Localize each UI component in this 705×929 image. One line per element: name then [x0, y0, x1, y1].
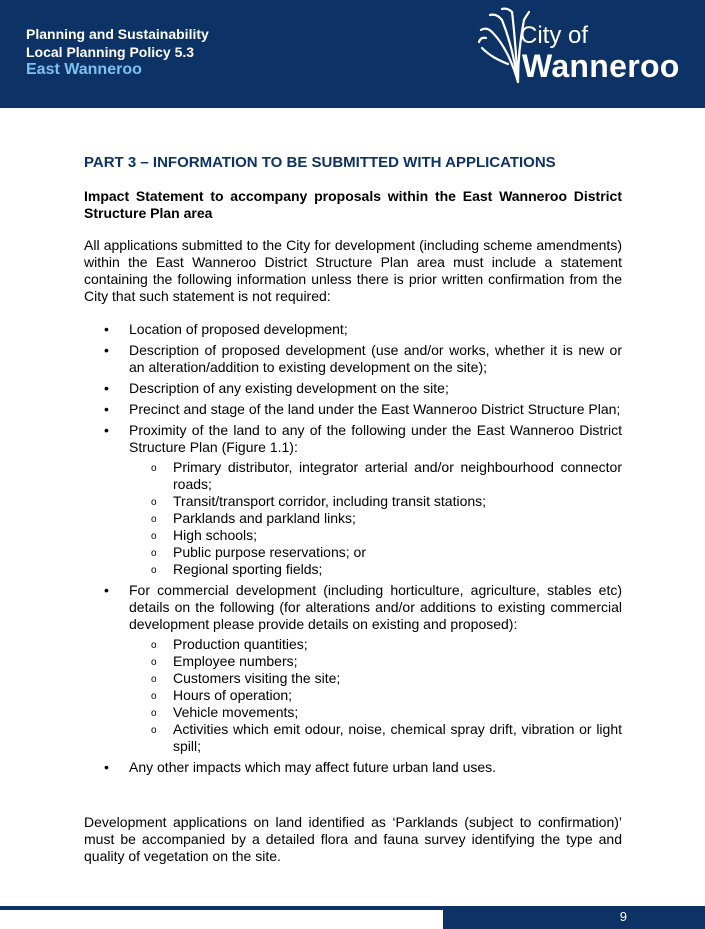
sub-list-item-text: Regional sporting fields;	[173, 561, 323, 577]
bullet-icon: •	[104, 582, 109, 598]
sub-list-item-text: Employee numbers;	[173, 653, 298, 669]
sub-list-item	[129, 510, 622, 527]
sub-list-item	[129, 544, 622, 561]
intro-paragraph: All applications submitted to the City for development (including scheme amendments) within the East Wanneroo District Structure Plan area must include a statement containing the following information unless there is prior written confirmation from the City that such statement is not required:	[84, 237, 622, 304]
sub-list-item	[129, 459, 622, 493]
sub-bullet-icon: o	[151, 674, 157, 685]
policy-subtitle: East Wanneroo	[26, 61, 142, 78]
sub-bullet-icon: o	[151, 548, 157, 559]
list-item-text: For commercial development (including horticulture, agriculture, stables etc) details on the following (for alterations and/or additions to existing commercial development please provide details on existing and proposed):	[129, 582, 622, 632]
sub-bullet-icon: o	[151, 691, 157, 702]
sub-list-item	[129, 687, 622, 704]
sub-list-item	[129, 636, 622, 653]
bullet-icon: •	[104, 342, 109, 358]
list-item-text: Precinct and stage of the land under the East Wanneroo District Structure Plan;	[129, 401, 621, 417]
list-item-text: Proximity of the land to any of the following under the East Wanneroo District Structure Plan (Figure 1.1):	[129, 422, 622, 455]
closing-paragraph: Development applications on land identified as ‘Parklands (subject to confirmation)’ must be accompanied by a detailed flora and fauna survey identifying the type and quality of vegetation on the site.	[84, 814, 622, 864]
department-title: Planning and Sustainability	[26, 26, 209, 42]
sub-bullet-icon: o	[151, 708, 157, 719]
sub-bullet-icon: o	[151, 565, 157, 576]
sub-list-item	[129, 493, 622, 510]
sub-list-item-text: Public purpose reservations; or	[173, 544, 366, 560]
list-item	[84, 342, 622, 376]
list-item	[84, 401, 622, 418]
sub-list-item	[129, 704, 622, 721]
list-item-text: Description of proposed development (use and/or works, whether it is new or an alteration/addition to existing development on the site);	[129, 342, 622, 375]
logo-city-text: City of	[520, 22, 589, 49]
sub-list-item	[129, 670, 622, 687]
page-header	[0, 0, 705, 108]
sub-list-item-text: Primary distributor, integrator arterial and/or neighbourhood connector roads;	[173, 459, 622, 492]
list-item	[84, 759, 622, 776]
sub-bullet-icon: o	[151, 497, 157, 508]
sub-list-item	[129, 721, 622, 755]
sub-list-item	[129, 653, 622, 670]
bullet-icon: •	[104, 759, 109, 775]
sub-list-item-text: Customers visiting the site;	[173, 670, 341, 686]
bullet-icon: •	[104, 422, 109, 438]
bullet-icon: •	[104, 380, 109, 396]
list-item	[84, 582, 622, 755]
section-title: PART 3 – INFORMATION TO BE SUBMITTED WITH APPLICATIONS	[84, 154, 556, 171]
list-item	[84, 422, 622, 578]
requirements-list	[84, 321, 622, 776]
sub-list-item	[129, 561, 622, 578]
sub-bullet-icon: o	[151, 725, 157, 736]
sub-bullet-icon: o	[151, 657, 157, 668]
city-of-wanneroo-logo	[478, 6, 700, 86]
list-item-text: Location of proposed development;	[129, 321, 348, 337]
sub-list-item-text: Vehicle movements;	[173, 704, 299, 720]
sub-list-item-text: Production quantities;	[173, 636, 308, 652]
list-item	[84, 380, 622, 397]
list-item-text: Any other impacts which may affect future urban land uses.	[129, 759, 497, 775]
sub-list-item-text: High schools;	[173, 527, 258, 543]
sub-list-item-text: Transit/transport corridor, including transit stations;	[173, 493, 487, 509]
sub-bullet-icon: o	[151, 514, 157, 525]
commercial-sublist	[129, 636, 622, 755]
page-number: 9	[619, 909, 627, 924]
sub-bullet-icon: o	[151, 531, 157, 542]
sub-bullet-icon: o	[151, 463, 157, 474]
section-subtitle: Impact Statement to accompany proposals within the East Wanneroo District Structure Plan area	[84, 188, 622, 221]
sub-list-item-text: Parklands and parkland links;	[173, 510, 356, 526]
page-content	[84, 154, 622, 865]
sub-list-item-text: Hours of operation;	[173, 687, 293, 703]
policy-title: Local Planning Policy 5.3	[26, 44, 195, 60]
sub-bullet-icon: o	[151, 640, 157, 651]
logo-name-text: Wanneroo	[522, 48, 680, 84]
bullet-icon: •	[104, 321, 109, 337]
sub-list-item	[129, 527, 622, 544]
footer-bar	[443, 906, 705, 929]
list-item-text: Description of any existing development on the site;	[129, 380, 449, 396]
bullet-icon: •	[104, 401, 109, 417]
proximity-sublist	[129, 459, 622, 578]
sub-list-item-text: Activities which emit odour, noise, chemical spray drift, vibration or light spill;	[173, 721, 622, 754]
list-item	[84, 321, 622, 338]
